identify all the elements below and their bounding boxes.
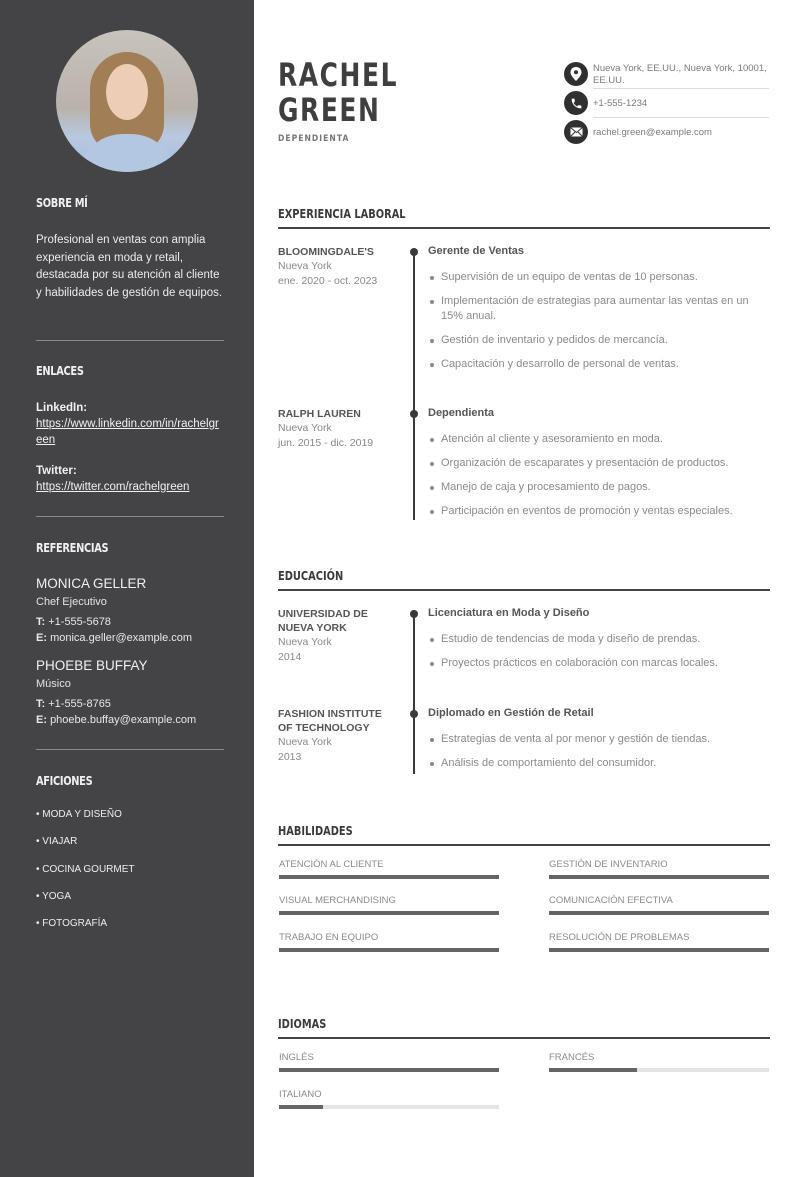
timeline-line — [413, 252, 415, 520]
list-item: Atención al cliente y asesoramiento en moda. — [428, 432, 770, 447]
dates: 2013 — [278, 750, 302, 763]
location: Nueva York — [278, 636, 332, 648]
bullet-list — [428, 270, 770, 381]
language-label: ITALIANO — [279, 1089, 322, 1100]
skill-label: TRABAJO EN EQUIPO — [279, 932, 379, 943]
list-item: Gestión de inventario y pedidos de mercancía. — [428, 333, 770, 348]
language-bar — [279, 1105, 499, 1109]
hobbies-section — [36, 774, 224, 929]
timeline-dot — [410, 248, 418, 256]
experience-meta — [278, 407, 398, 450]
links-section — [36, 364, 224, 493]
language-label: INGLÉS — [279, 1052, 314, 1063]
location: Nueva York — [278, 736, 332, 748]
reference-item — [36, 575, 224, 646]
bullet-list — [428, 432, 770, 528]
education-title: EDUCACIÓN — [278, 569, 344, 583]
list-item: Análisis de comportamiento del consumidor. — [428, 756, 770, 771]
list-item: Proyectos prácticos en colaboración con marcas locales. — [428, 656, 770, 671]
divider — [593, 88, 769, 89]
reference-phone: T: +1-555-5678 — [36, 616, 111, 628]
link-label: Twitter: — [36, 465, 77, 477]
degree-title: Licenciatura en Moda y Diseño — [428, 607, 590, 619]
section-rule — [278, 589, 770, 591]
profile-photo — [56, 30, 198, 172]
list-item: Manejo de caja y procesamiento de pagos. — [428, 480, 770, 495]
references-title: REFERENCIAS — [36, 541, 109, 555]
divider — [36, 516, 224, 517]
skill-item — [279, 932, 500, 952]
about-title: SOBRE MÍ — [36, 196, 88, 210]
skill-bar — [279, 911, 499, 915]
reference-email: E: monica.geller@example.com — [36, 632, 193, 644]
institution: FASHION INSTITUTE OF TECHNOLOGY — [278, 708, 382, 734]
list-item: Participación en eventos de promoción y ventas especiales. — [428, 504, 770, 519]
list-item: Estrategias de venta al por menor y gestión de tiendas. — [428, 732, 770, 747]
section-rule — [278, 1037, 770, 1039]
skill-label: ATENCIÓN AL CLIENTE — [279, 859, 384, 870]
section-rule — [278, 227, 770, 229]
reference-phone: T: +1-555-8765 — [36, 698, 111, 710]
language-item — [549, 1052, 770, 1072]
experience-title: EXPERIENCIA LABORAL — [278, 207, 406, 221]
language-item — [279, 1089, 500, 1109]
degree-title: Diplomado en Gestión de Retail — [428, 707, 594, 719]
skill-item — [549, 932, 770, 952]
list-item: Estudio de tendencias de moda y diseño de prendas. — [428, 632, 770, 647]
email-text: rachel.green@example.com — [593, 127, 712, 138]
reference-name: MONICA GELLER — [36, 576, 147, 591]
bullet-list — [428, 632, 770, 680]
language-bar — [279, 1068, 499, 1072]
skill-label: GESTIÓN DE INVENTARIO — [549, 859, 668, 870]
divider — [36, 340, 224, 341]
skill-bar — [549, 911, 769, 915]
reference-item — [36, 657, 224, 728]
location: Nueva York — [278, 260, 332, 272]
skill-item — [549, 859, 770, 879]
role-title: Gerente de Ventas — [428, 245, 524, 257]
phone-text: +1-555-1234 — [593, 98, 648, 109]
timeline-dot — [410, 410, 418, 418]
hobby-item: • MODA Y DISEÑO — [36, 809, 122, 820]
dates: 2014 — [278, 650, 302, 663]
organization: BLOOMINGDALE'S — [278, 246, 374, 258]
hobbies-title: AFICIONES — [36, 774, 93, 788]
skill-bar — [549, 875, 769, 879]
link-label: LinkedIn: — [36, 402, 88, 414]
role-title: Dependienta — [428, 407, 495, 419]
about-section — [36, 196, 224, 302]
list-item: Supervisión de un equipo de ventas de 10 personas. — [428, 270, 770, 285]
list-item: Capacitación y desarrollo de personal de ventas. — [428, 357, 770, 372]
twitter-link[interactable]: https://twitter.com/rachelgreen — [36, 481, 190, 493]
skill-item — [279, 859, 500, 879]
timeline-line — [413, 614, 415, 774]
language-label: FRANCÉS — [549, 1052, 595, 1063]
list-item: Organización de escaparates y presentación de productos. — [428, 456, 770, 471]
organization: RALPH LAUREN — [278, 408, 361, 420]
linkedin-link[interactable]: https://www.linkedin.com/in/rachelgreen — [36, 418, 219, 446]
skill-bar — [279, 875, 499, 879]
skills-title: HABILIDADES — [278, 824, 353, 838]
about-text: Profesional en ventas con amplia experiencia en moda y retail, destacada por su atención al cliente y habilidades de gestión de equipos. — [36, 234, 223, 299]
reference-role: Músico — [36, 678, 71, 690]
language-bar — [549, 1068, 769, 1072]
dates: jun. 2015 - dic. 2019 — [278, 436, 374, 449]
list-item: Implementación de estrategias para aumentar las ventas en un 15% anual. — [428, 294, 770, 324]
envelope-icon — [564, 120, 588, 144]
reference-name: PHOEBE BUFFAY — [36, 658, 148, 673]
location: Nueva York — [278, 422, 332, 434]
skill-bar — [549, 948, 769, 952]
phone-icon — [564, 91, 588, 115]
timeline-dot — [410, 610, 418, 618]
skill-label: RESOLUCIÓN DE PROBLEMAS — [549, 932, 690, 943]
links-title: ENLACES — [36, 364, 84, 378]
job-title: DEPENDIENTA — [278, 134, 350, 144]
hobby-item: • FOTOGRAFÍA — [36, 918, 108, 929]
reference-email: E: phoebe.buffay@example.com — [36, 714, 197, 726]
language-item — [279, 1052, 500, 1072]
skill-item — [279, 895, 500, 915]
institution: UNIVERSIDAD DE NUEVA YORK — [278, 608, 368, 634]
references-section — [36, 541, 224, 726]
experience-meta — [278, 245, 398, 288]
dates: ene. 2020 - oct. 2023 — [278, 274, 378, 287]
section-rule — [278, 844, 770, 846]
reference-role: Chef Ejecutivo — [36, 596, 107, 608]
hobby-item: • COCINA GOURMET — [36, 864, 135, 875]
skill-label: COMUNICACIÓN EFECTIVA — [549, 895, 673, 906]
hobby-item: • YOGA — [36, 891, 71, 902]
education-meta — [278, 707, 398, 764]
sidebar — [0, 0, 254, 1177]
link-item-linkedin — [36, 400, 224, 448]
location-pin-icon — [564, 62, 588, 86]
bullet-list — [428, 732, 770, 780]
education-meta — [278, 607, 398, 664]
address-text: Nueva York, EE.UU., Nueva York, 10001, EE.UU. — [593, 63, 767, 86]
hobby-item: • VIAJAR — [36, 836, 78, 847]
skill-item — [549, 895, 770, 915]
full-name: RACHEL GREEN — [278, 56, 399, 129]
divider — [36, 749, 224, 750]
skill-bar — [279, 948, 499, 952]
skill-label: VISUAL MERCHANDISING — [279, 895, 396, 906]
timeline-dot — [410, 710, 418, 718]
link-item-twitter — [36, 463, 224, 495]
languages-title: IDIOMAS — [278, 1017, 327, 1031]
divider — [593, 117, 769, 118]
